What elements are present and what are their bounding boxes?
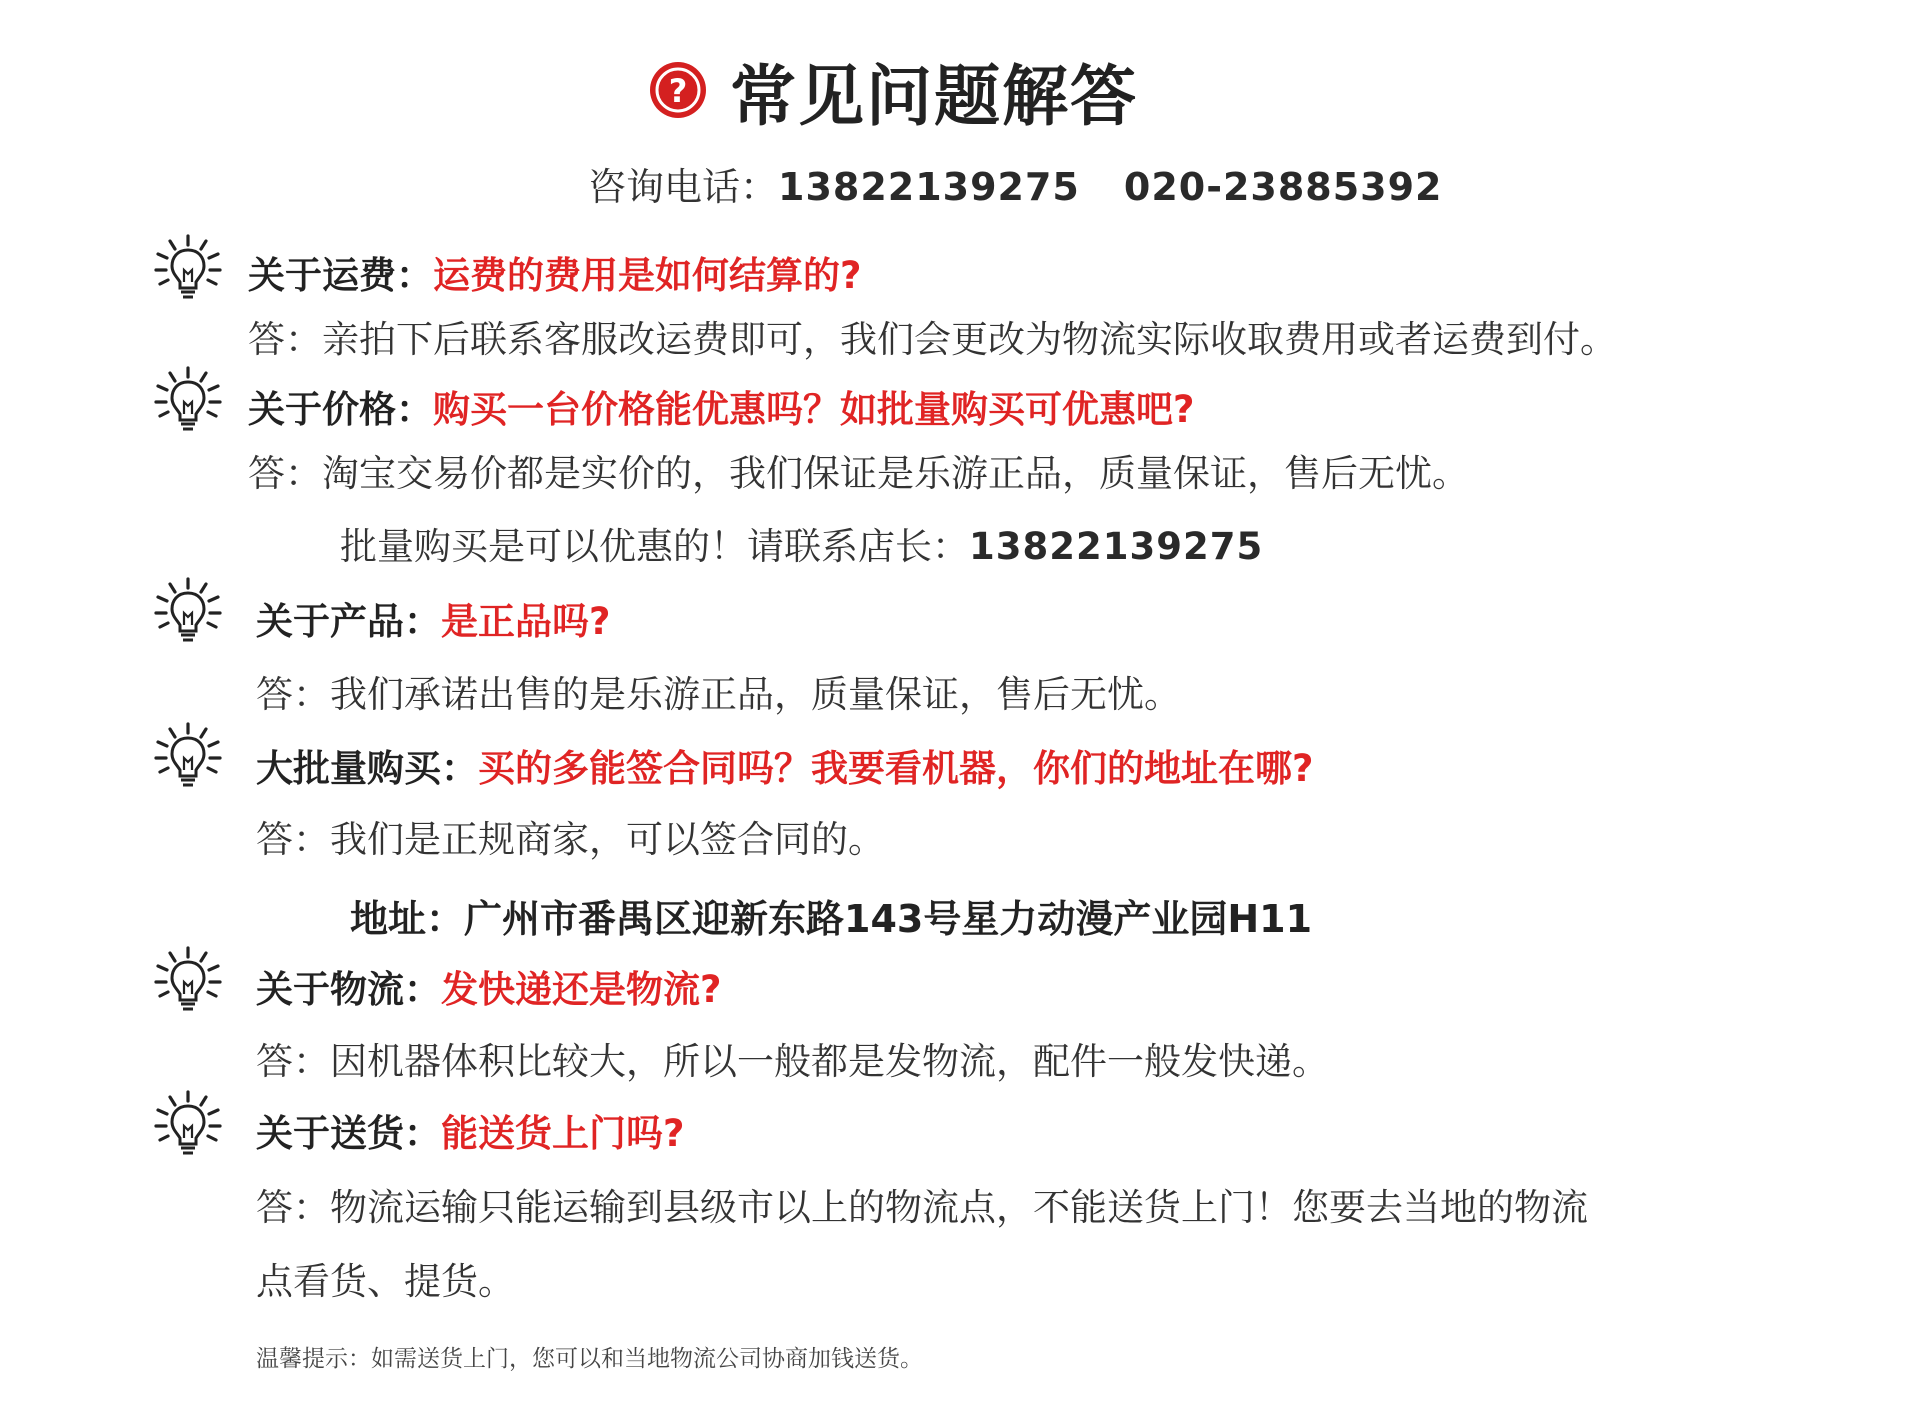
lightbulb-icon: [152, 364, 224, 436]
faq-question-text: 运费的费用是如何结算的?: [433, 254, 862, 297]
faq-question-6: [256, 1112, 684, 1156]
lightbulb-icon: [152, 575, 224, 647]
shop-address: 地址：广州市番禺区迎新东路143号星力动漫产业园H11: [350, 897, 1313, 941]
faq-topic: 大批量购买：: [256, 747, 478, 790]
faq-question-text: 买的多能签合同吗？我要看机器，你们的地址在哪?: [478, 747, 1314, 790]
faq-answer-4: 答：我们是正规商家，可以签合同的。: [256, 818, 885, 861]
faq-topic: 关于物流：: [256, 968, 441, 1011]
page-title: [648, 48, 1138, 135]
faq-topic: 关于运费：: [248, 254, 433, 297]
faq-answer-5: 答：因机器体积比较大，所以一般都是发物流，配件一般发快递。: [256, 1040, 1329, 1083]
svg-text:?: ?: [668, 72, 688, 110]
faq-question-5: [256, 968, 721, 1012]
faq-topic: 关于价格：: [248, 388, 433, 431]
faq-question-1: [248, 254, 861, 298]
bulk-discount-text: 批量购买是可以优惠的！请联系店长：: [340, 525, 969, 568]
faq-question-3: [256, 600, 610, 644]
shop-owner-phone: 13822139275: [969, 525, 1264, 568]
faq-answer-2: 答：淘宝交易价都是实价的，我们保证是乐游正品，质量保证，售后无忧。: [248, 452, 1469, 495]
footer-tip: 温馨提示：如需送货上门，您可以和当地物流公司协商加钱送货。: [256, 1346, 923, 1372]
faq-question-4: [256, 747, 1313, 791]
faq-answer-6: 答：物流运输只能运输到县级市以上的物流点，不能送货上门！您要去当地的物流: [256, 1186, 1588, 1229]
phone-mobile: 13822139275: [778, 165, 1080, 209]
faq-question-text: 是正品吗?: [441, 600, 611, 643]
faq-question-text: 发快递还是物流?: [441, 968, 722, 1011]
phone-label: 咨询电话：: [588, 165, 779, 209]
faq-answer-6-cont: 点看货、提货。: [256, 1260, 515, 1303]
lightbulb-icon: [152, 1088, 224, 1160]
lightbulb-icon: [152, 232, 224, 304]
question-circle-icon: [648, 60, 708, 120]
faq-topic: 关于送货：: [256, 1112, 441, 1155]
lightbulb-icon: [152, 944, 224, 1016]
lightbulb-icon: [152, 720, 224, 792]
faq-answer-3: 答：我们承诺出售的是乐游正品，质量保证，售后无忧。: [256, 673, 1181, 716]
faq-answer-1: 答：亲拍下后联系客服改运费即可，我们会更改为物流实际收取费用或者运费到付。: [248, 318, 1617, 361]
faq-topic: 关于产品：: [256, 600, 441, 643]
page-title-text: 常见问题解答: [730, 57, 1138, 135]
faq-question-2: [248, 388, 1194, 432]
phone-landline: 020-23885392: [1123, 165, 1443, 209]
faq-question-text: 能送货上门吗?: [441, 1112, 685, 1155]
contact-phone-line: [588, 156, 1443, 211]
faq-question-text: 购买一台价格能优惠吗？如批量购买可优惠吧?: [433, 388, 1195, 431]
faq-answer-2-extra: [340, 525, 1263, 569]
